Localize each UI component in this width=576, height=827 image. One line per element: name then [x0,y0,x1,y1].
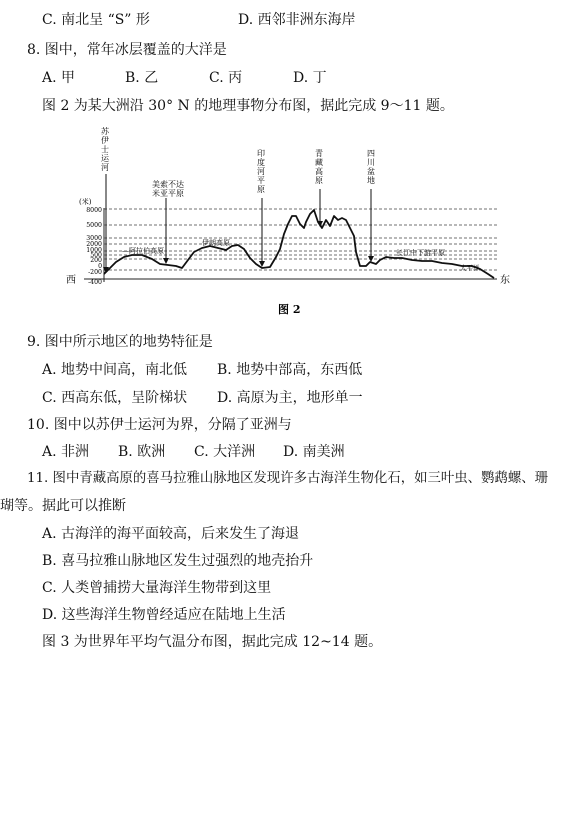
option-d: D. 这些海洋生物曾经适应在陆地上生活 [42,607,286,623]
option-b: B. 喜马拉雅山脉地区发生过强烈的地壳抬升 [42,553,314,569]
option-d: D. 丁 [293,70,327,86]
question-11-stem: 11. 图中青藏高原的喜马拉雅山脉地区发现许多古海洋生物化石，如三叶虫、鹦鹉螺、珊 [27,471,549,486]
figure-caption: 图 2 [278,303,301,316]
direction-west: 西 [66,275,76,286]
tick-label: 1000 [86,247,102,254]
option-b: B. 欧洲 [118,444,166,460]
label-indus-plain: 印度河平原 [257,149,265,194]
tick-label: 500 [90,252,102,259]
option-a: A. 非洲 [42,444,90,460]
axis-unit: (米) [79,198,92,206]
option-d: D. 南美洲 [283,444,345,460]
question-10-stem: 10. 图中以苏伊士运河为界，分隔了亚洲与 [27,417,292,433]
figure-3-intro: 图 3 为世界年平均气温分布图，据此完成 12~14 题。 [42,634,383,650]
option-a: A. 古海洋的海平面较高，后来发生了海退 [42,526,300,542]
tick-label: -200 [88,269,102,276]
option-d: D. 西邻非洲东海岸 [238,12,356,28]
tick-label: 200 [90,257,102,264]
option-c: C. 人类曾捕捞大量海洋生物带到这里 [42,580,272,596]
terrain-profile-figure [60,124,520,324]
option-d: D. 高原为主，地形单一 [217,390,363,406]
tick-label: 2000 [86,241,102,248]
label-yangtze-plain: 长江中下游平原 [396,249,445,257]
tick-label: 5000 [86,222,102,229]
figure-2-intro: 图 2 为某大洲沿 30° N 的地理事物分布图，据此完成 9～11 题。 [42,98,454,114]
label-sichuan-basin: 四川盆地 [367,149,375,185]
tick-label: 8000 [86,207,102,214]
label-arabian-plateau: —阿拉伯高原 [122,247,164,255]
label-tibetan-plateau: 青藏高原 [315,149,323,185]
tick-label: 3000 [86,235,102,242]
label-suez-canal: 苏伊士运河 [101,127,109,172]
option-b: B. 地势中部高，东西低 [217,362,363,378]
option-a: A. 甲 [42,70,76,86]
question-8-stem: 8. 图中，常年冰层覆盖的大洋是 [27,42,227,58]
direction-east: 东 [500,275,510,286]
label-iranian-plateau: 伊朗高原 [202,239,230,247]
option-c: C. 丙 [209,70,243,86]
label-mesopotamia-2: 米亚平原 [152,189,184,198]
question-9-stem: 9. 图中所示地区的地势特征是 [27,334,213,350]
option-b: B. 乙 [125,70,159,86]
tick-label: -400 [88,279,102,286]
label-pacific-ocean: 太平洋 [460,264,480,272]
option-c: C. 西高东低，呈阶梯状 [42,390,188,406]
question-11-stem-cont: 瑚等。据此可以推断 [0,498,126,514]
option-c: C. 大洋洲 [194,444,256,460]
option-c: C. 南北呈 “S” 形 [42,12,150,28]
tick-label: 0 [98,263,102,270]
label-mesopotamia-1: 美索不达 [152,180,184,189]
option-a: A. 地势中间高，南北低 [42,362,188,378]
